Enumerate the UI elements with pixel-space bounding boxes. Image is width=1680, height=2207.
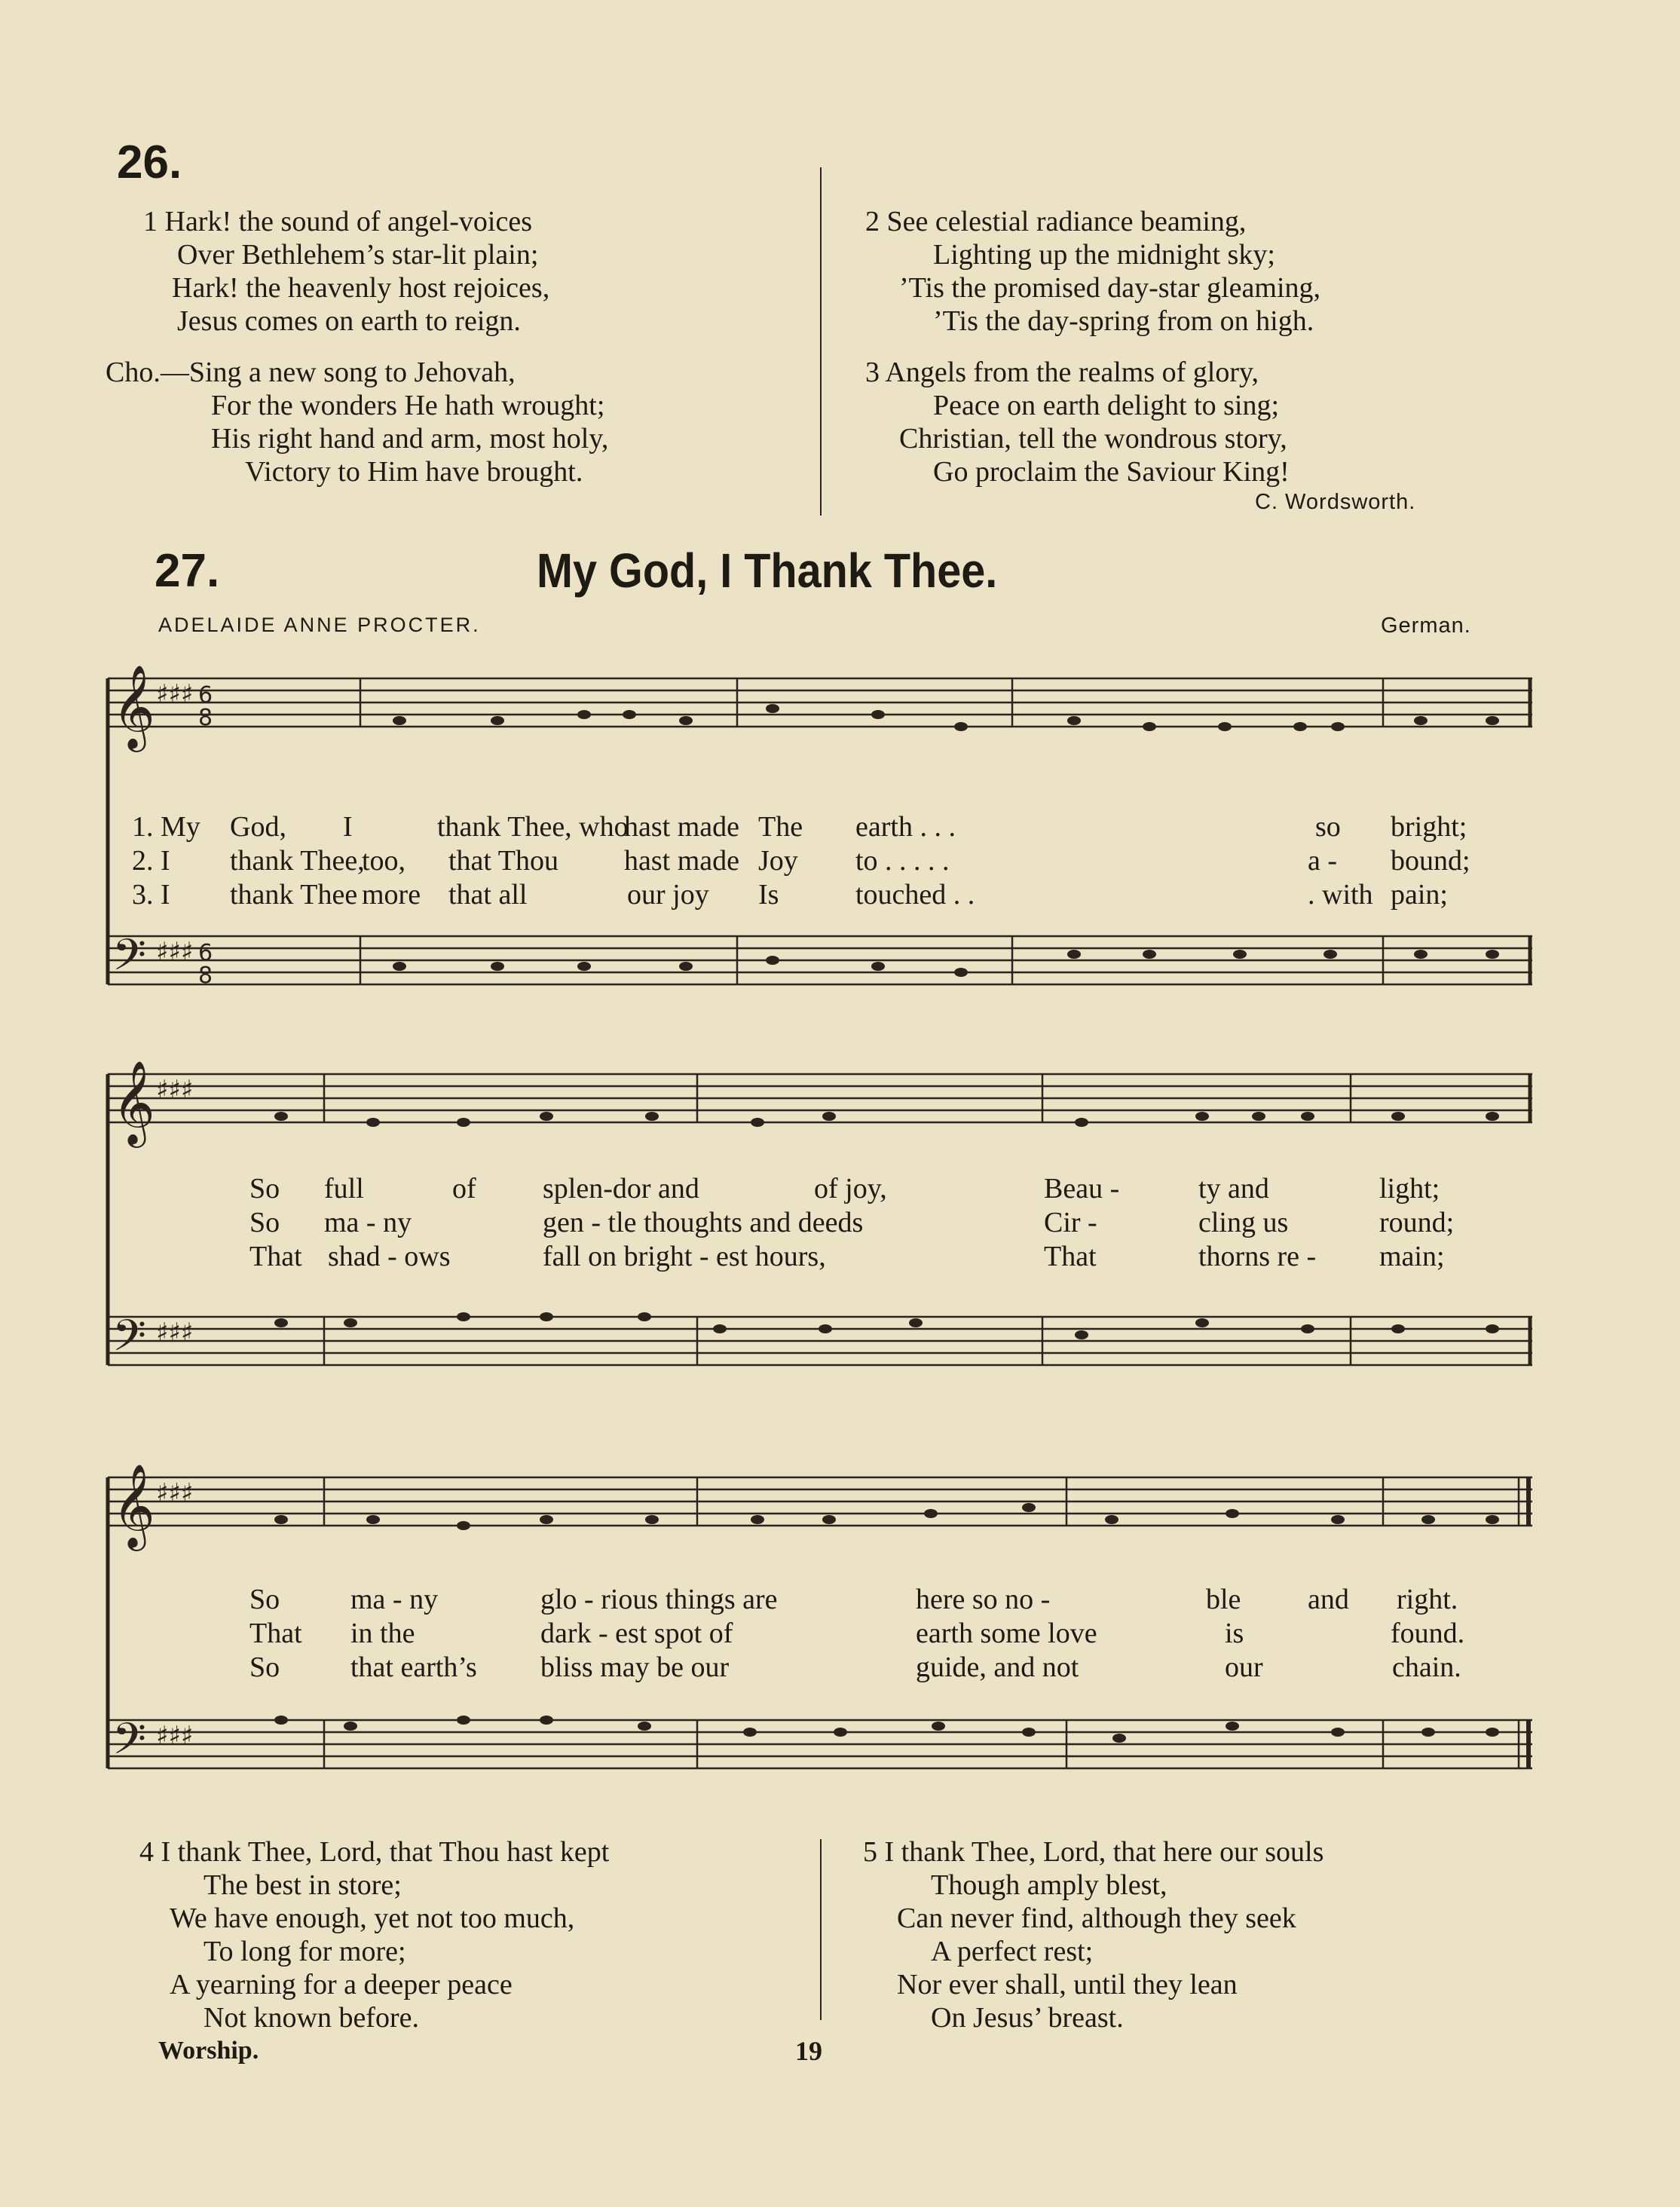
svg-text:𝄞: 𝄞 <box>112 1060 155 1144</box>
lyric-syllable: . with <box>1308 879 1373 911</box>
score-system-2 <box>102 1044 1538 1406</box>
svg-text:𝄢: 𝄢 <box>112 929 147 991</box>
lyric-syllable: Joy <box>758 845 798 877</box>
hymn-27-verse-4 <box>139 1835 609 2034</box>
lyric-syllable: found. <box>1391 1618 1465 1649</box>
hymn-27-tune: German. <box>1381 614 1471 638</box>
lyric-syllable: round; <box>1379 1207 1455 1238</box>
lyric-syllable: our <box>1225 1651 1263 1683</box>
lyric-syllable: So <box>249 1173 280 1205</box>
verse-line: Christian, tell the wondrous story, <box>899 423 1287 455</box>
lyric-syllable: hast made <box>624 811 740 843</box>
verse-line: Over Bethlehem’s star-lit plain; <box>177 239 539 271</box>
verse-line: Jesus comes on earth to reign. <box>177 305 521 337</box>
lyric-syllable: thorns re - <box>1198 1241 1317 1272</box>
chorus-line: His right hand and arm, most holy, <box>211 423 609 455</box>
verse-line: We have enough, yet not too much, <box>170 1902 575 1934</box>
footer-section: Worship. <box>158 2037 259 2065</box>
svg-text:♯♯♯: ♯♯♯ <box>156 1478 194 1508</box>
lyric-syllable: That <box>1044 1241 1097 1272</box>
lyric-syllable: The <box>758 811 803 843</box>
verse-line: 1 Hark! the sound of angel-voices <box>143 206 533 237</box>
lyric-syllable: fall on bright - est hours, <box>543 1241 826 1272</box>
lyric-syllable: touched . . <box>855 879 975 911</box>
lyric-syllable: full <box>324 1173 364 1205</box>
lyric-syllable: in the <box>350 1618 415 1649</box>
lyric-syllable: That <box>249 1618 302 1649</box>
lyric-syllable: dark - est spot of <box>540 1618 733 1649</box>
verse-line: On Jesus’ breast. <box>931 2002 1124 2034</box>
chorus-line: Cho.—Sing a new song to Jehovah, <box>106 357 516 388</box>
verse-line: 4 I thank Thee, Lord, that Thou hast kept <box>139 1836 610 1868</box>
verse-line: 5 I thank Thee, Lord, that here our souls <box>863 1836 1324 1868</box>
svg-text:8: 8 <box>198 705 213 731</box>
verse-line: Though amply blest, <box>931 1869 1167 1901</box>
lyric-syllable: splen-dor and <box>543 1173 699 1205</box>
lyric-syllable: Is <box>758 879 779 911</box>
verse-line: 2 See celestial radiance beaming, <box>865 206 1247 237</box>
lyric-syllable: our joy <box>627 879 709 911</box>
lyric-syllable: God, <box>230 811 286 843</box>
lyric-syllable: and <box>1308 1584 1349 1615</box>
svg-text:8: 8 <box>198 963 213 989</box>
lyric-syllable: I <box>343 811 353 843</box>
lyric-syllable: bliss may be our <box>540 1651 730 1683</box>
svg-text:♯♯♯: ♯♯♯ <box>156 679 194 709</box>
hymn-27-number: 27. <box>155 545 220 597</box>
lyric-syllable: of <box>452 1173 476 1205</box>
verse-line: Peace on earth delight to sing; <box>933 390 1280 421</box>
lyric-syllable: ma - ny <box>324 1207 412 1238</box>
lyric-syllable: that Thou <box>448 845 559 877</box>
lyric-syllable: 2. I <box>132 845 170 877</box>
svg-text:6: 6 <box>198 682 213 709</box>
lyric-syllable: bright; <box>1391 811 1467 843</box>
hymn-26-number: 26. <box>117 136 182 188</box>
lyric-syllable: shad - ows <box>328 1241 451 1272</box>
verse-line: A yearning for a deeper peace <box>170 1969 513 2000</box>
hymn-26-chorus <box>106 356 608 488</box>
hymn-27-author: ADELAIDE ANNE PROCTER. <box>158 614 481 636</box>
lyric-syllable: 1. My <box>132 811 200 843</box>
lyric-syllable: that earth’s <box>350 1651 477 1683</box>
verse-line: ’Tis the promised day-star gleaming, <box>899 272 1321 304</box>
lyric-syllable: pain; <box>1391 879 1448 911</box>
verse-line: Go proclaim the Saviour King! <box>933 456 1290 488</box>
lyric-syllable: to . . . . . <box>855 845 950 877</box>
verse-line: Lighting up the midnight sky; <box>933 239 1275 271</box>
svg-text:6: 6 <box>198 940 213 966</box>
lyric-syllable: earth some love <box>916 1618 1097 1649</box>
lyric-syllable: guide, and not <box>916 1651 1079 1683</box>
lyric-syllable: 3. I <box>132 879 170 911</box>
svg-text:♯♯♯: ♯♯♯ <box>156 1721 194 1751</box>
lyric-syllable: So <box>249 1207 280 1238</box>
lyric-syllable: So <box>249 1584 280 1615</box>
verse-line: Not known before. <box>203 2002 419 2034</box>
lyric-syllable: cling us <box>1198 1207 1289 1238</box>
lyric-syllable: So <box>249 1651 280 1683</box>
page-number: 19 <box>795 2036 822 2066</box>
lyric-syllable: more <box>362 879 421 911</box>
verse-line: Nor ever shall, until they lean <box>897 1969 1238 2000</box>
column-divider <box>820 167 822 516</box>
lyric-syllable: Cir - <box>1044 1207 1097 1238</box>
lyric-syllable: thank Thee, who <box>437 811 629 843</box>
score-system-3 <box>102 1447 1538 1809</box>
verse-line: ’Tis the day-spring from on high. <box>933 305 1314 337</box>
svg-text:𝄞: 𝄞 <box>112 1463 155 1547</box>
svg-text:𝄢: 𝄢 <box>112 1310 147 1372</box>
lyric-syllable: ma - ny <box>350 1584 439 1615</box>
svg-text:♯♯♯: ♯♯♯ <box>156 1075 194 1105</box>
lyric-syllable: of joy, <box>814 1173 887 1205</box>
verse-line: Can never find, although they seek <box>897 1902 1296 1934</box>
lyric-syllable: glo - rious things are <box>540 1584 778 1615</box>
hymn-26-verse-1 <box>143 205 549 338</box>
score-system-3-staves <box>102 1447 1538 1809</box>
lyric-syllable: right. <box>1397 1584 1458 1615</box>
hymn-26-author: C. Wordsworth. <box>1255 490 1416 514</box>
verse-line: Hark! the heavenly host rejoices, <box>172 272 550 304</box>
verse-line: The best in store; <box>203 1869 402 1901</box>
hymn-27-verse-5 <box>863 1835 1323 2034</box>
svg-text:♯♯♯: ♯♯♯ <box>156 1318 194 1348</box>
svg-text:𝄞: 𝄞 <box>112 664 155 748</box>
lyric-syllable: a - <box>1308 845 1338 877</box>
lyric-syllable: thank Thee <box>230 879 358 911</box>
svg-text:♯♯♯: ♯♯♯ <box>156 937 194 967</box>
score-system-1 <box>102 656 1538 1010</box>
lyric-syllable: That <box>249 1241 302 1272</box>
hymn-26-verse-2 <box>865 205 1320 338</box>
lyric-syllable: light; <box>1379 1173 1440 1205</box>
lyric-syllable: Beau - <box>1044 1173 1120 1205</box>
verse-line: To long for more; <box>203 1936 406 1967</box>
lyric-syllable: gen - tle thoughts and deeds <box>543 1207 864 1238</box>
lyric-syllable: ble <box>1206 1584 1241 1615</box>
lyric-syllable: ty and <box>1198 1173 1269 1205</box>
chorus-line: Victory to Him have brought. <box>245 456 583 488</box>
lyric-syllable: so <box>1315 811 1341 843</box>
lyric-syllable: here so no - <box>916 1584 1051 1615</box>
lyric-syllable: chain. <box>1392 1651 1461 1683</box>
svg-text:𝄢: 𝄢 <box>112 1713 147 1775</box>
lyric-syllable: too, <box>362 845 406 877</box>
verse-line: 3 Angels from the realms of glory, <box>865 357 1259 388</box>
lyric-syllable: bound; <box>1391 845 1470 877</box>
column-divider <box>820 1839 822 2020</box>
lyric-syllable: hast made <box>624 845 740 877</box>
lyric-syllable: is <box>1225 1618 1244 1649</box>
lyric-syllable: that all <box>448 879 528 911</box>
hymn-26-verse-3 <box>865 356 1290 488</box>
lyric-syllable: main; <box>1379 1241 1445 1272</box>
hymn-27-title: My God, I Thank Thee. <box>537 543 998 598</box>
verse-line: A perfect rest; <box>931 1936 1094 1967</box>
chorus-line: For the wonders He hath wrought; <box>211 390 605 421</box>
lyric-syllable: thank Thee, <box>230 845 365 877</box>
lyric-syllable: earth . . . <box>855 811 956 843</box>
